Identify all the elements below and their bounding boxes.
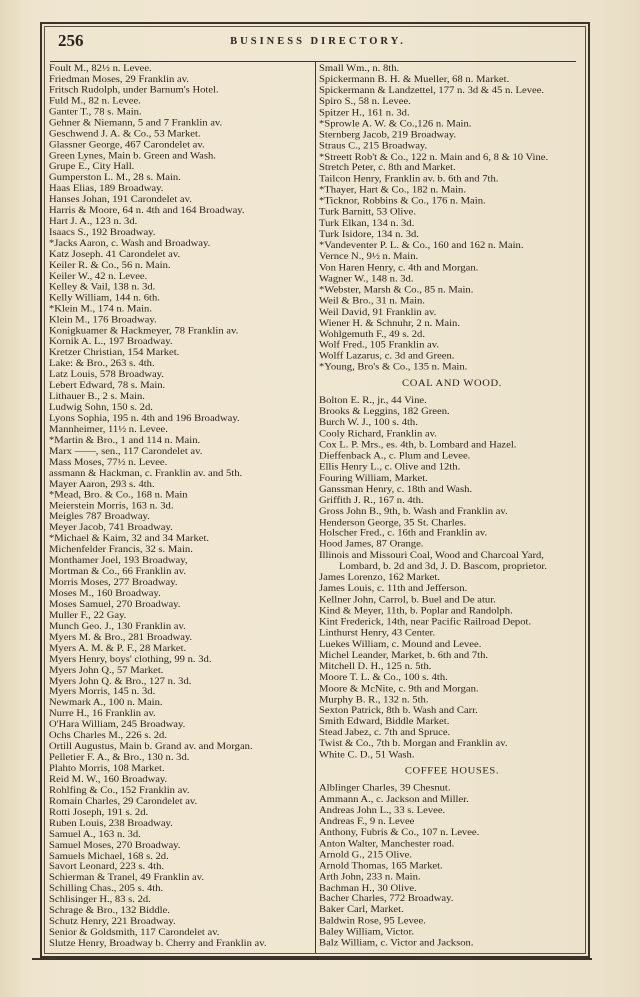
directory-entry: Twist & Co., 7th b. Morgan and Franklin av. bbox=[319, 739, 508, 749]
directory-entry: Baley William, Victor. bbox=[319, 927, 415, 938]
directory-entry: Linthurst Henry, 43 Center. bbox=[319, 628, 436, 639]
directory-entry: assmann & Hackman, c. Franklin av. and 5th. bbox=[49, 468, 243, 479]
directory-entry: Baker Carl, Market. bbox=[319, 905, 404, 916]
directory-entry: Bolton E. R., jr., 44 Vine. bbox=[319, 396, 427, 406]
directory-entry: Glassner George, 467 Carondelet av. bbox=[49, 140, 205, 150]
directory-entry: Wohlgemuth F., 49 s. 2d. bbox=[319, 329, 426, 340]
directory-entry: Ganssman Henry, c. 18th and Wash. bbox=[319, 484, 473, 495]
directory-entry: Samuels Michael, 168 s. 2d. bbox=[49, 851, 169, 861]
directory-entry: Stead Jabez, c. 7th and Spruce. bbox=[319, 728, 451, 738]
directory-entry: Kint Frederick, 14th, near Pacific Railroad Depot. bbox=[319, 617, 532, 628]
directory-entry: Marx ——, sen., 117 Carondelet av. bbox=[49, 446, 203, 457]
directory-entry: Weil & Bro., 31 n. Main. bbox=[319, 296, 425, 306]
directory-entry: Weil David, 91 Franklin av. bbox=[319, 307, 437, 318]
directory-entry: Katz Joseph. 41 Carondelet av. bbox=[49, 249, 181, 260]
directory-entry: Schierman & Tranel, 49 Franklin av. bbox=[49, 873, 204, 883]
directory-entry: Samuel Moses, 270 Broadway. bbox=[49, 840, 181, 850]
directory-entry: Ammann A., c. Jackson and Miller. bbox=[319, 794, 469, 805]
directory-entry: Haas Elias, 189 Broadway. bbox=[49, 184, 164, 194]
directory-entry: Muller F., 22 Gay. bbox=[49, 610, 127, 621]
directory-entry: Myers Morris, 145 n. 3d. bbox=[49, 687, 156, 697]
left-column bbox=[49, 64, 311, 950]
directory-entry: Ludwig Sohn, 150 s. 2d. bbox=[49, 403, 153, 413]
directory-entry: *Vandeventer P. L. & Co., 160 and 162 n. Main. bbox=[319, 241, 524, 251]
directory-entry: Myers Henry, boys' clothing, 99 n. 3d. bbox=[49, 654, 212, 664]
directory-entry: Tailcon Henry, Franklin av. b. 6th and 7th. bbox=[319, 174, 499, 185]
directory-entry: Myers M. & Bro., 281 Broadway. bbox=[49, 632, 193, 643]
directory-entry: *Klein M., 174 n. Main. bbox=[49, 304, 152, 314]
directory-entry: Romain Charles, 29 Carondelet av. bbox=[49, 796, 198, 807]
directory-entry: Ochs Charles M., 226 s. 2d. bbox=[49, 731, 167, 741]
directory-entry: Schrage & Bro., 132 Biddle. bbox=[49, 906, 170, 916]
directory-entry: Ruben Louis, 238 Broadway. bbox=[49, 818, 173, 829]
directory-entry: Lithauer B., 2 s. Main. bbox=[49, 392, 145, 402]
directory-entry: Klein M., 176 Broadway. bbox=[49, 315, 157, 325]
directory-entry: Sternberg Jacob, 219 Broadway. bbox=[319, 130, 457, 140]
directory-entry: Munch Geo. J., 130 Franklin av. bbox=[49, 621, 186, 632]
directory-entry: Kornik A. L., 197 Broadway. bbox=[49, 337, 173, 347]
directory-entry: Isaacs S., 192 Broadway. bbox=[49, 228, 156, 238]
directory-entry: Baldwin Rose, 95 Levee. bbox=[319, 916, 426, 927]
directory-entry: Spiro S., 58 n. Levee. bbox=[319, 97, 411, 107]
directory-entry: Fuld M., 82 n. Levee. bbox=[49, 96, 141, 107]
directory-entry: Lebert Edward, 78 s. Main. bbox=[49, 381, 166, 391]
directory-entry: Kellner John, Carrol, b. Buel and De atur. bbox=[319, 595, 496, 605]
directory-entry: Luekes William, c. Mound and Levee. bbox=[319, 639, 482, 650]
page-header bbox=[58, 30, 578, 56]
directory-entry: Mannheimer, 11½ n. Levee. bbox=[49, 424, 168, 435]
directory-entry: Savort Leonard, 223 s. 4th. bbox=[49, 862, 165, 872]
directory-entry: Turk Barnitt, 53 Olive. bbox=[319, 207, 417, 218]
section-heading: COAL AND WOOD. bbox=[402, 379, 502, 389]
directory-entry: Meyer Jacob, 741 Broadway. bbox=[49, 523, 173, 533]
directory-entry: *Webster, Marsh & Co., 85 n. Main. bbox=[319, 285, 474, 295]
directory-entry: Straus C., 215 Broadway. bbox=[319, 141, 428, 151]
directory-entry: Konigkuamer & Hackmeyer, 78 Franklin av. bbox=[49, 326, 239, 336]
directory-entry: Grupe E., City Hall. bbox=[49, 162, 135, 172]
directory-entry: James Louis, c. 11th and Jefferson. bbox=[319, 584, 468, 594]
directory-entry: Anton Walter, Manchester road. bbox=[319, 839, 455, 849]
directory-entry: Anthony, Fubris & Co., 107 n. Levee. bbox=[319, 828, 480, 838]
directory-entry: Spickermann B. H. & Mueller, 68 n. Market. bbox=[319, 75, 510, 85]
directory-entry: *Streett Rob't & Co., 122 n. Main and 6, 8 & 10 Vine. bbox=[319, 152, 549, 163]
directory-entry: Ellis Henry L., c. Olive and 12th. bbox=[319, 462, 461, 473]
directory-entry: Geschwend J. A. & Co., 53 Market. bbox=[49, 129, 201, 139]
directory-entry: Michel Leander, Market, b. 6th and 7th. bbox=[319, 650, 489, 661]
directory-entry: Wolff Lazarus, c. 3d and Green. bbox=[319, 351, 455, 362]
directory-entry: Lake: & Bro., 263 s. 4th. bbox=[49, 359, 155, 369]
directory-entry: Keiler W., 42 n. Levee. bbox=[49, 271, 148, 282]
directory-entry: Andreas John L., 33 s. Levee. bbox=[319, 806, 446, 816]
directory-entry: Meigles 787 Broadway. bbox=[49, 512, 150, 522]
directory-entry: Kelly William, 144 n. 6th. bbox=[49, 293, 160, 304]
directory-entry: Von Haren Henry, c. 4th and Morgan. bbox=[319, 263, 479, 273]
directory-entry: Illinois and Missouri Coal, Wood and Charcoal Yard, bbox=[319, 551, 544, 561]
directory-entry: Newmark A., 100 n. Main. bbox=[49, 698, 163, 708]
directory-entry: *Young, Bro's & Co., 135 n. Main. bbox=[319, 362, 468, 373]
directory-entry: Dieffenback A., c. Plum and Levee. bbox=[319, 451, 471, 462]
directory-entry: Meierstein Morris, 163 n. 3d. bbox=[49, 501, 174, 511]
directory-entry: Fouring William, Market. bbox=[319, 473, 428, 484]
directory-entry: *Ticknor, Robbins & Co., 176 n. Main. bbox=[319, 196, 486, 207]
directory-entry: *Michael & Kaim, 32 and 34 Market. bbox=[49, 534, 210, 544]
directory-entry: Schutz Henry, 221 Broadway. bbox=[49, 917, 176, 927]
directory-entry: Mortman & Co., 66 Franklin av. bbox=[49, 567, 187, 577]
directory-entry: White C. D., 51 Wash. bbox=[319, 750, 415, 761]
directory-entry: Myers John Q. & Bro., 127 n. 3d. bbox=[49, 676, 192, 686]
directory-entry: Michenfelder Francis, 32 s. Main. bbox=[49, 545, 193, 555]
directory-entry: Turk Isidore, 134 n. 3d. bbox=[319, 230, 419, 240]
directory-entry: Brooks & Leggins, 182 Green. bbox=[319, 407, 450, 417]
directory-entry: Kind & Meyer, 11th, b. Poplar and Randolph. bbox=[319, 606, 513, 617]
directory-entry: Balz William, c. Victor and Jackson. bbox=[319, 938, 474, 949]
directory-entry: Friedman Moses, 29 Franklin av. bbox=[49, 74, 189, 85]
bottom-rule bbox=[32, 958, 592, 960]
directory-entry: Samuel A., 163 n. 3d. bbox=[49, 829, 141, 840]
directory-entry: *Mead, Bro. & Co., 168 n. Main bbox=[49, 490, 188, 500]
directory-entry: Rotti Joseph, 191 s. 2d. bbox=[49, 807, 149, 818]
directory-entry: *Martin & Bro., 1 and 114 n. Main. bbox=[49, 435, 201, 446]
directory-entry: Morris Moses, 277 Broadway. bbox=[49, 578, 178, 588]
page-number: 256 bbox=[58, 31, 84, 50]
directory-entry: Spickermann & Landzettel, 177 n. 3d & 45 n. Levee. bbox=[319, 86, 545, 96]
directory-entry: Schilling Chas., 205 s. 4th. bbox=[49, 884, 164, 894]
directory-entry: Mayer Aaron, 293 s. 4th. bbox=[49, 479, 155, 489]
directory-entry: Wagner W., 148 n. 3d. bbox=[319, 274, 414, 284]
directory-entry: Plahto Morris, 108 Market. bbox=[49, 764, 165, 774]
directory-entry: O'Hara William, 245 Broadway. bbox=[49, 720, 186, 730]
directory-entry: Myers John Q., 57 Market. bbox=[49, 665, 164, 675]
directory-entry: Lyons Sophia, 195 n. 4th and 196 Broadway. bbox=[49, 414, 240, 424]
directory-entry: Latz Louis, 578 Broadway. bbox=[49, 370, 164, 380]
running-head: BUSINESS DIRECTORY. bbox=[230, 36, 406, 47]
directory-entry: *Thayer, Hart & Co., 182 n. Main. bbox=[319, 185, 466, 196]
directory-entry: Fritsch Rudolph, under Barnum's Hotel. bbox=[49, 85, 219, 96]
directory-entry: Henderson George, 35 St. Charles. bbox=[319, 518, 467, 528]
right-column bbox=[319, 64, 585, 950]
directory-entry: Spitzer H., 161 n. 3d. bbox=[319, 108, 410, 118]
directory-entry: Hood James, 87 Orange. bbox=[319, 540, 424, 550]
directory-entry: Wolf Fred., 105 Franklin av. bbox=[319, 340, 439, 351]
directory-entry: Rohlfing & Co., 152 Franklin av. bbox=[49, 785, 190, 796]
directory-entry: Burch W. J., 100 s. 4th. bbox=[319, 418, 418, 428]
directory-entry: Kelley & Vail, 138 n. 3d. bbox=[49, 282, 156, 293]
directory-entry: Nurre H., 16 Franklin av. bbox=[49, 709, 156, 719]
directory-entry: Holscher Fred., c. 16th and Franklin av. bbox=[319, 529, 488, 539]
column-divider bbox=[315, 62, 316, 953]
directory-entry: Moses M., 160 Broadway. bbox=[49, 589, 161, 599]
directory-entry: Moore T. L. & Co., 100 s. 4th. bbox=[319, 673, 448, 683]
directory-entry: Murphy B. R., 132 n. 5th. bbox=[319, 695, 429, 705]
directory-entry: Mitchell D. H., 125 n. 5th. bbox=[319, 662, 432, 672]
directory-entry: *Jacks Aaron, c. Wash and Broadway. bbox=[49, 239, 211, 249]
directory-entry: Moore & McNite, c. 9th and Morgan. bbox=[319, 684, 479, 694]
directory-entry: Stretch Peter, c. 8th and Market. bbox=[319, 163, 456, 174]
directory-entry: James Lorenzo, 162 Market. bbox=[319, 573, 440, 583]
directory-entry: Gumperston L. M., 28 s. Main. bbox=[49, 173, 181, 183]
directory-entry: Andreas F., 9 n. Levee bbox=[319, 817, 415, 827]
directory-entry: Myers A. M. & P. F., 28 Market. bbox=[49, 643, 187, 654]
directory-entry: Schlisinger H., 83 s. 2d. bbox=[49, 895, 151, 905]
directory-entry: Bacher Charles, 772 Broadway. bbox=[319, 894, 454, 905]
directory-entry: Arnold G., 215 Olive. bbox=[319, 850, 412, 860]
directory-entry: Hanses Johan, 191 Carondelet av. bbox=[49, 195, 192, 205]
directory-entry: *Sprowle A. W. & Co.,126 n. Main. bbox=[319, 119, 472, 129]
directory-entry: Pelletier F. A., & Bro., 130 n. 3d. bbox=[49, 753, 190, 763]
directory-entry: Monthamer Joel, 193 Broadway, bbox=[49, 556, 188, 566]
directory-entry: Griffith J. R., 167 n. 4th. bbox=[319, 495, 424, 506]
directory-entry: Smith Edward, Biddle Market. bbox=[319, 717, 450, 727]
directory-entry: Sexton Patrick, 8th b. Wash and Carr. bbox=[319, 706, 478, 716]
directory-entry: Vernce N., 9½ n. Main. bbox=[319, 252, 419, 262]
directory-entry: Slutze Henry, Broadway b. Cherry and Franklin av. bbox=[49, 939, 267, 949]
directory-entry: Green Lynes, Main b. Green and Wash. bbox=[49, 151, 216, 161]
directory-entry: Arth John, 233 n. Main. bbox=[319, 872, 421, 882]
section-heading: COFFEE HOUSES. bbox=[404, 766, 500, 777]
header-rule bbox=[50, 61, 576, 62]
directory-entry: Mass Moses, 77½ n. Levee. bbox=[49, 457, 168, 468]
directory-entry: Keiler R. & Co., 56 n. Main. bbox=[49, 260, 171, 271]
directory-entry: Bachman H., 30 Olive. bbox=[319, 883, 417, 893]
directory-entry: Ortill Augustus, Main b. Grand av. and Morgan. bbox=[49, 742, 253, 752]
directory-entry: Moses Samuel, 270 Broadway. bbox=[49, 599, 181, 610]
directory-entry: Cooly Richard, Franklin av. bbox=[319, 429, 437, 439]
directory-entry: Turk Elkan, 134 n. 3d. bbox=[319, 219, 415, 229]
directory-entry: Hart J. A., 123 n. 3d. bbox=[49, 217, 138, 227]
directory-entry: Gehner & Niemann, 5 and 7 Franklin av. bbox=[49, 118, 223, 128]
directory-entry: Alblinger Charles, 39 Chesnut. bbox=[319, 783, 451, 794]
directory-entry: Senior & Goldsmith, 117 Carondelet av. bbox=[49, 928, 220, 938]
directory-entry: Harris & Moore, 64 n. 4th and 164 Broadway. bbox=[49, 206, 245, 216]
directory-entry: Lombard, b. 2d and 3d, J. D. Bascom, proprietor. bbox=[339, 562, 548, 572]
directory-entry: Gross John B., 9th, b. Wash and Franklin av. bbox=[319, 506, 508, 517]
directory-entry: Ganter T., 78 s. Main. bbox=[49, 107, 142, 118]
directory-entry: Wiener H. & Schnuhr, 2 n. Main. bbox=[319, 318, 460, 329]
directory-entry: Kretzer Christian, 154 Market. bbox=[49, 348, 180, 358]
directory-entry: Foult M., 82½ n. Levee. bbox=[49, 64, 152, 74]
directory-entry: Small Wm., n. 8th. bbox=[319, 64, 400, 74]
directory-entry: Reid M. W., 160 Broadway. bbox=[49, 775, 168, 785]
directory-entry: Arnold Thomas, 165 Market. bbox=[319, 861, 443, 871]
directory-entry: Cox L. P. Mrs., es. 4th, b. Lombard and Hazel. bbox=[319, 440, 517, 450]
